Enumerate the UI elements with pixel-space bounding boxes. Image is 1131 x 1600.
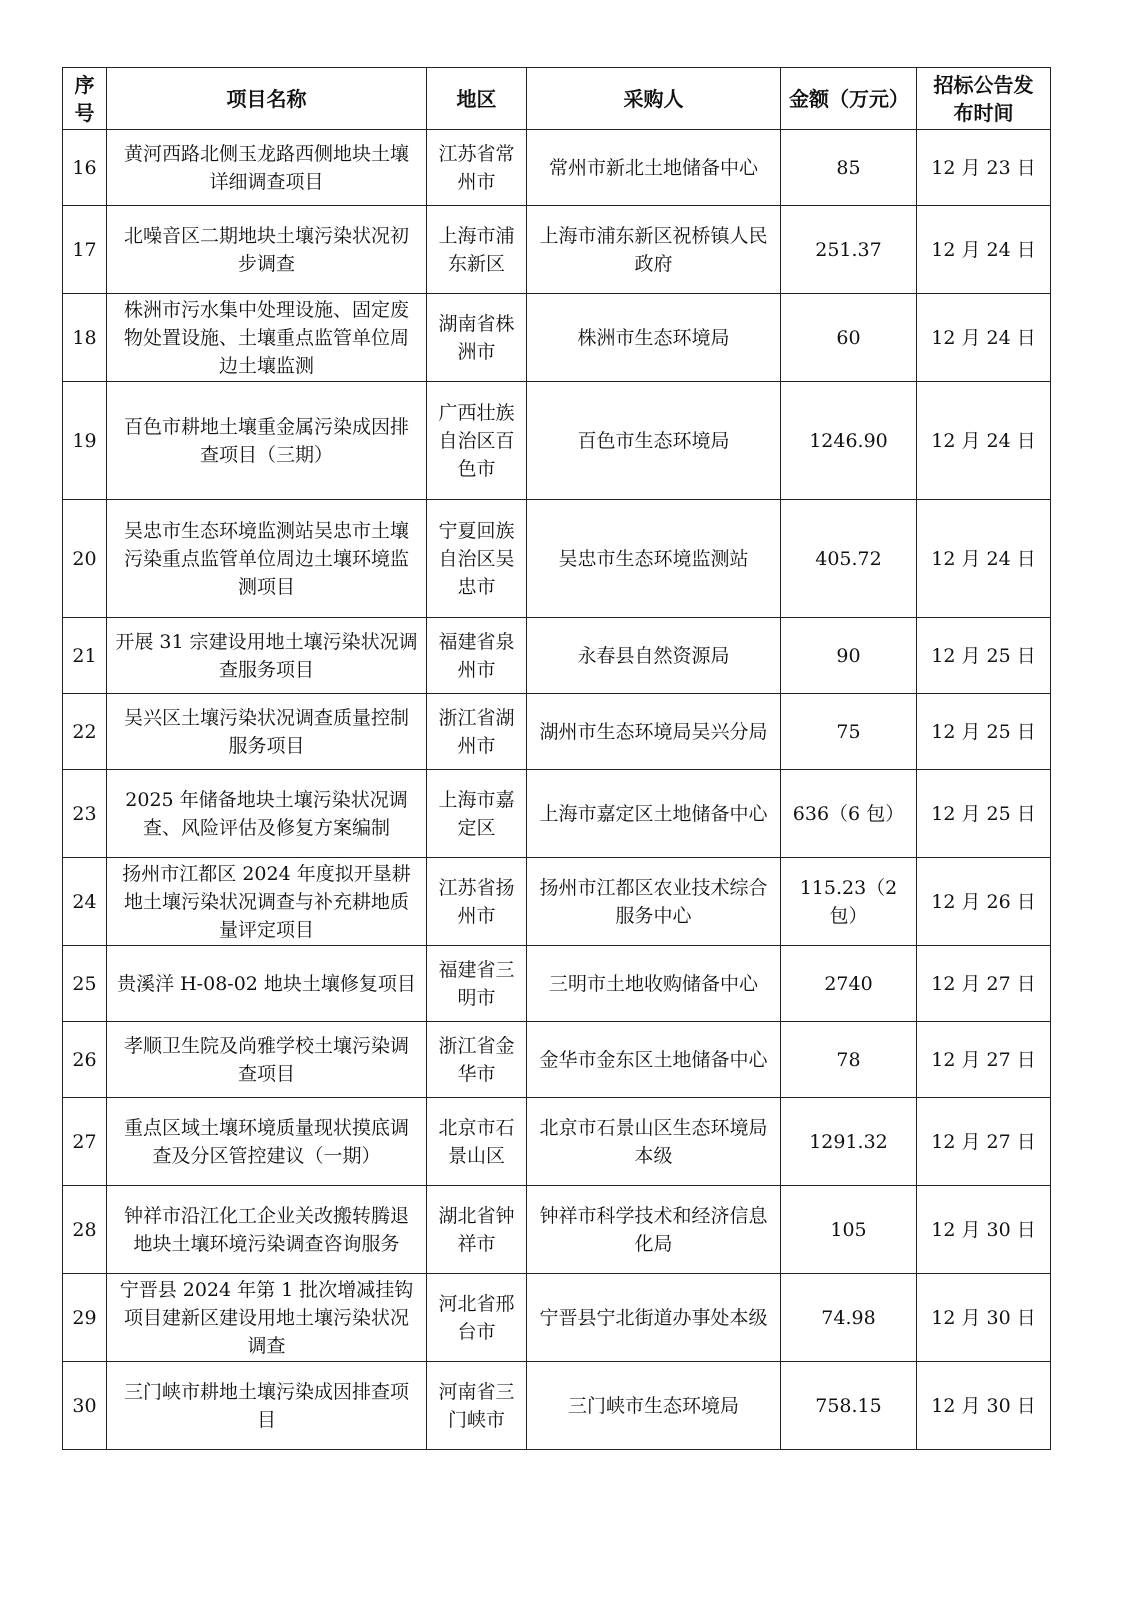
cell-amount: 78 (781, 1022, 917, 1098)
cell-buyer: 北京市石景山区生态环境局本级 (527, 1098, 781, 1186)
header-no: 序号 (63, 68, 107, 130)
table-row (63, 1186, 1051, 1274)
cell-buyer: 钟祥市科学技术和经济信息化局 (527, 1186, 781, 1274)
cell-no: 30 (63, 1362, 107, 1450)
table-row (63, 1022, 1051, 1098)
table-body (63, 130, 1051, 1450)
cell-region: 湖南省株洲市 (427, 294, 527, 382)
cell-amount: 1291.32 (781, 1098, 917, 1186)
table-row (63, 294, 1051, 382)
cell-date: 12 月 24 日 (917, 382, 1051, 500)
cell-date: 12 月 30 日 (917, 1186, 1051, 1274)
cell-name: 黄河西路北侧玉龙路西侧地块土壤详细调查项目 (107, 130, 427, 206)
cell-name: 吴兴区土壤污染状况调查质量控制服务项目 (107, 694, 427, 770)
cell-no: 28 (63, 1186, 107, 1274)
cell-date: 12 月 27 日 (917, 946, 1051, 1022)
cell-amount: 90 (781, 618, 917, 694)
cell-region: 江苏省常州市 (427, 130, 527, 206)
cell-amount: 636（6 包） (781, 770, 917, 858)
cell-date: 12 月 25 日 (917, 694, 1051, 770)
cell-region: 浙江省湖州市 (427, 694, 527, 770)
cell-no: 25 (63, 946, 107, 1022)
cell-buyer: 湖州市生态环境局吴兴分局 (527, 694, 781, 770)
cell-region: 上海市浦东新区 (427, 206, 527, 294)
cell-no: 20 (63, 500, 107, 618)
cell-region: 江苏省扬州市 (427, 858, 527, 946)
cell-name: 吴忠市生态环境监测站吴忠市土壤污染重点监管单位周边土壤环境监测项目 (107, 500, 427, 618)
tender-table (62, 67, 1051, 1450)
cell-name: 重点区域土壤环境质量现状摸底调查及分区管控建议（一期） (107, 1098, 427, 1186)
header-date: 招标公告发布时间 (917, 68, 1051, 130)
table-row (63, 130, 1051, 206)
cell-date: 12 月 30 日 (917, 1274, 1051, 1362)
cell-name: 百色市耕地土壤重金属污染成因排查项目（三期） (107, 382, 427, 500)
table-row (63, 1362, 1051, 1450)
cell-date: 12 月 30 日 (917, 1362, 1051, 1450)
cell-amount: 758.15 (781, 1362, 917, 1450)
cell-buyer: 金华市金东区土地储备中心 (527, 1022, 781, 1098)
cell-date: 12 月 27 日 (917, 1098, 1051, 1186)
table-header-row (63, 68, 1051, 130)
cell-amount: 75 (781, 694, 917, 770)
cell-date: 12 月 25 日 (917, 618, 1051, 694)
cell-no: 24 (63, 858, 107, 946)
cell-buyer: 上海市浦东新区祝桥镇人民政府 (527, 206, 781, 294)
cell-buyer: 常州市新北土地储备中心 (527, 130, 781, 206)
cell-date: 12 月 25 日 (917, 770, 1051, 858)
cell-name: 钟祥市沿江化工企业关改搬转腾退地块土壤环境污染调查咨询服务 (107, 1186, 427, 1274)
header-amount: 金额（万元） (781, 68, 917, 130)
cell-amount: 251.37 (781, 206, 917, 294)
cell-name: 2025 年储备地块土壤污染状况调查、风险评估及修复方案编制 (107, 770, 427, 858)
cell-region: 宁夏回族自治区吴忠市 (427, 500, 527, 618)
cell-region: 广西壮族自治区百色市 (427, 382, 527, 500)
cell-buyer: 株洲市生态环境局 (527, 294, 781, 382)
cell-region: 福建省泉州市 (427, 618, 527, 694)
cell-amount: 2740 (781, 946, 917, 1022)
cell-region: 湖北省钟祥市 (427, 1186, 527, 1274)
cell-no: 23 (63, 770, 107, 858)
cell-amount: 105 (781, 1186, 917, 1274)
cell-name: 株洲市污水集中处理设施、固定废物处置设施、土壤重点监管单位周边土壤监测 (107, 294, 427, 382)
cell-region: 河北省邢台市 (427, 1274, 527, 1362)
cell-name: 孝顺卫生院及尚雅学校土壤污染调查项目 (107, 1022, 427, 1098)
cell-date: 12 月 27 日 (917, 1022, 1051, 1098)
table-row (63, 382, 1051, 500)
cell-no: 22 (63, 694, 107, 770)
cell-date: 12 月 24 日 (917, 206, 1051, 294)
cell-amount: 60 (781, 294, 917, 382)
cell-region: 福建省三明市 (427, 946, 527, 1022)
table-row (63, 618, 1051, 694)
cell-amount: 74.98 (781, 1274, 917, 1362)
table-row (63, 206, 1051, 294)
cell-buyer: 百色市生态环境局 (527, 382, 781, 500)
cell-date: 12 月 23 日 (917, 130, 1051, 206)
cell-amount: 85 (781, 130, 917, 206)
cell-buyer: 上海市嘉定区土地储备中心 (527, 770, 781, 858)
table-row (63, 694, 1051, 770)
cell-no: 29 (63, 1274, 107, 1362)
cell-region: 北京市石景山区 (427, 1098, 527, 1186)
cell-buyer: 永春县自然资源局 (527, 618, 781, 694)
cell-buyer: 宁晋县宁北街道办事处本级 (527, 1274, 781, 1362)
table-row (63, 770, 1051, 858)
cell-no: 19 (63, 382, 107, 500)
cell-name: 三门峡市耕地土壤污染成因排查项目 (107, 1362, 427, 1450)
cell-date: 12 月 24 日 (917, 294, 1051, 382)
cell-no: 18 (63, 294, 107, 382)
cell-region: 河南省三门峡市 (427, 1362, 527, 1450)
cell-date: 12 月 26 日 (917, 858, 1051, 946)
cell-region: 上海市嘉定区 (427, 770, 527, 858)
cell-no: 26 (63, 1022, 107, 1098)
table-row (63, 946, 1051, 1022)
header-region: 地区 (427, 68, 527, 130)
header-name: 项目名称 (107, 68, 427, 130)
cell-region: 浙江省金华市 (427, 1022, 527, 1098)
header-buyer: 采购人 (527, 68, 781, 130)
cell-buyer: 三明市土地收购储备中心 (527, 946, 781, 1022)
table-row (63, 1098, 1051, 1186)
cell-name: 贵溪洋 H-08-02 地块土壤修复项目 (107, 946, 427, 1022)
cell-amount: 115.23（2 包） (781, 858, 917, 946)
cell-no: 27 (63, 1098, 107, 1186)
cell-name: 北噪音区二期地块土壤污染状况初步调查 (107, 206, 427, 294)
cell-name: 开展 31 宗建设用地土壤污染状况调查服务项目 (107, 618, 427, 694)
cell-no: 21 (63, 618, 107, 694)
cell-amount: 1246.90 (781, 382, 917, 500)
cell-amount: 405.72 (781, 500, 917, 618)
cell-buyer: 吴忠市生态环境监测站 (527, 500, 781, 618)
table-row (63, 858, 1051, 946)
cell-date: 12 月 24 日 (917, 500, 1051, 618)
cell-buyer: 扬州市江都区农业技术综合服务中心 (527, 858, 781, 946)
cell-name: 扬州市江都区 2024 年度拟开垦耕地土壤污染状况调查与补充耕地质量评定项目 (107, 858, 427, 946)
table-row (63, 500, 1051, 618)
cell-buyer: 三门峡市生态环境局 (527, 1362, 781, 1450)
table-row (63, 1274, 1051, 1362)
cell-name: 宁晋县 2024 年第 1 批次增减挂钩项目建新区建设用地土壤污染状况调查 (107, 1274, 427, 1362)
cell-no: 17 (63, 206, 107, 294)
cell-no: 16 (63, 130, 107, 206)
